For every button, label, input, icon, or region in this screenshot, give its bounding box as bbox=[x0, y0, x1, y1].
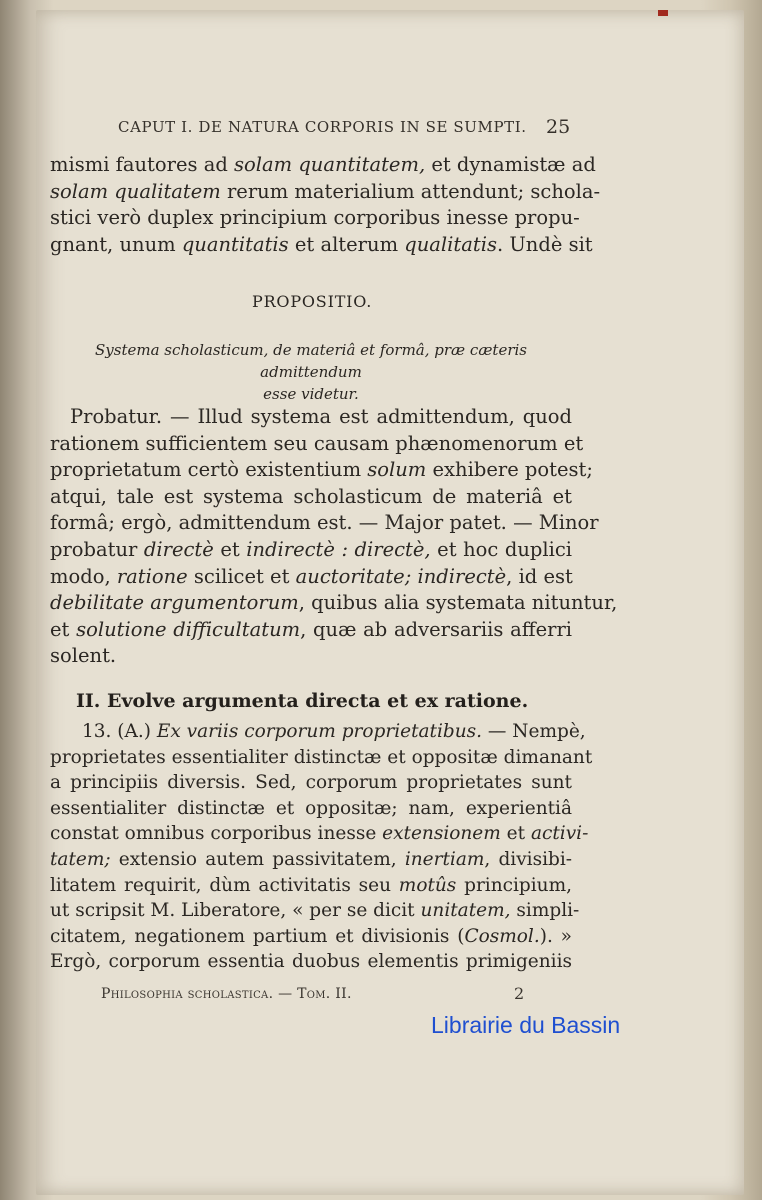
text-line: tatem; extensio autem passivitatem, inertiam, divisibi- bbox=[50, 848, 572, 870]
proposition-heading: PROPOSITIO. bbox=[252, 292, 373, 311]
text-line: mismi fautores ad solam quantitatem, et dynamistæ ad bbox=[50, 153, 596, 176]
italic-phrase: directè bbox=[143, 537, 214, 561]
text-line: Probatur. — Illud systema est admittendum, quod bbox=[70, 405, 572, 428]
page-number: 25 bbox=[546, 116, 571, 138]
proposition-line: Systema scholasticum, de materiâ et formâ, præ cæteris admittendum bbox=[95, 341, 527, 381]
text-line: proprietates essentialiter distinctæ et oppositæ dimanant bbox=[50, 746, 593, 768]
italic-phrase: qualitatis bbox=[404, 232, 497, 256]
text-line: et solutione difficultatum, quæ ab adversariis afferri bbox=[50, 617, 572, 641]
paragraph-argument bbox=[50, 719, 593, 975]
italic-phrase: Ex variis corporum proprietatibus. bbox=[156, 721, 483, 742]
italic-phrase: debilitate argumentorum bbox=[50, 591, 299, 615]
italic-phrase: tatem; bbox=[50, 848, 111, 870]
text-line: debilitate argumentorum, quibus alia systemata nituntur, bbox=[50, 591, 618, 615]
italic-phrase: unitatem, bbox=[420, 900, 511, 922]
italic-phrase: motûs bbox=[398, 874, 457, 896]
paragraph-probatur bbox=[50, 404, 618, 670]
text-line: Ergò, corporum essentia duobus elementis primigeniis bbox=[50, 951, 572, 973]
italic-phrase: extensionem bbox=[382, 823, 501, 845]
watermark-text: Librairie du Bassin bbox=[431, 1012, 621, 1038]
text-line: atqui, tale est systema scholasticum de materiâ et bbox=[50, 484, 572, 508]
italic-phrase: inertiam bbox=[404, 848, 485, 870]
italic-phrase: quantitatis bbox=[181, 232, 289, 256]
text-line: solent. bbox=[50, 644, 117, 668]
proposition-statement bbox=[68, 339, 554, 405]
paragraph-intro bbox=[50, 152, 601, 258]
footer-signature: Philosophia scholastica. — Tom. II. bbox=[101, 986, 352, 1002]
section-title: II. Evolve argumenta directa et ex ratione. bbox=[76, 690, 529, 712]
text-line: a principiis diversis. Sed, corporum proprietates sunt bbox=[50, 772, 572, 794]
text-line: 13. (A.) Ex variis corporum proprietatibus. — Nempè, bbox=[82, 721, 586, 742]
page-corner-mark bbox=[658, 10, 668, 16]
text-line: ut scripsit M. Liberatore, « per se dicit unitatem, simpli- bbox=[50, 900, 580, 922]
footer-signature-number: 2 bbox=[514, 984, 525, 1003]
running-head: CAPUT I. DE NATURA CORPORIS IN SE SUMPTI. bbox=[118, 118, 527, 136]
italic-phrase: auctoritate; indirectè bbox=[295, 564, 507, 588]
italic-phrase: indirectè : directè, bbox=[246, 537, 431, 561]
text-line: modo, ratione scilicet et auctoritate; indirectè, id est bbox=[50, 564, 573, 588]
italic-phrase: solutione difficultatum bbox=[76, 617, 301, 641]
text-line: gnant, unum quantitatis et alterum qualitatis. Undè sit bbox=[50, 232, 593, 256]
italic-phrase: solam qualitatem bbox=[50, 179, 221, 203]
text-line: formâ; ergò, admittendum est. — Major patet. — Minor bbox=[50, 511, 599, 535]
italic-phrase: solum bbox=[367, 458, 427, 482]
text-line: probatur directè et indirectè : directè, et hoc duplici bbox=[50, 537, 572, 561]
italic-phrase: Cosmol. bbox=[464, 925, 540, 947]
text-line: solam qualitatem rerum materialium attendunt; schola- bbox=[50, 179, 601, 203]
text-line: constat omnibus corporibus inesse extensionem et activi- bbox=[50, 823, 589, 845]
italic-phrase: ratione bbox=[116, 564, 188, 588]
text-line: essentialiter distinctæ et oppositæ; nam, experientiâ bbox=[50, 797, 572, 819]
text-line: citatem, negationem partium et divisionis (Cosmol.). » bbox=[50, 925, 572, 947]
italic-phrase: solam quantitatem, bbox=[234, 153, 426, 176]
text-line: litatem requirit, dùm activitatis seu motûs principium, bbox=[50, 874, 572, 896]
text-line: rationem sufficientem seu causam phænomenorum et bbox=[50, 431, 584, 455]
proposition-line: esse videtur. bbox=[263, 385, 359, 403]
text-line: proprietatum certò existentium solum exhibere potest; bbox=[50, 458, 593, 482]
italic-phrase: activi- bbox=[530, 823, 589, 845]
text-line: stici verò duplex principium corporibus inesse propu- bbox=[50, 206, 580, 230]
